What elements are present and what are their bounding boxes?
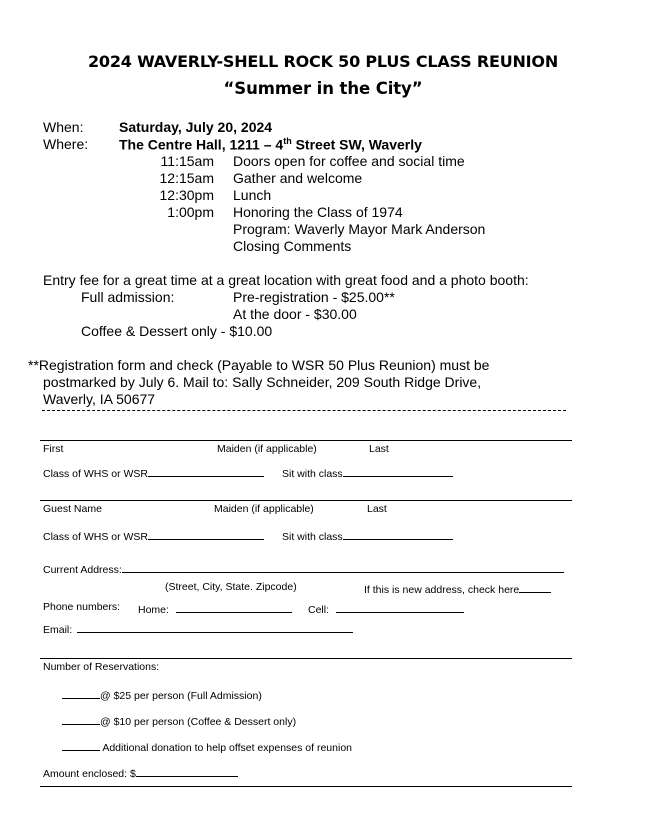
cell-phone-field: [308, 601, 464, 616]
donation-label: Additional donation to help offset expenses of reunion: [102, 742, 353, 754]
where-prefix: The Centre Hall, 1211 – 4: [119, 136, 284, 153]
guest-name-entry-line[interactable]: [40, 500, 572, 501]
sit-with-input[interactable]: [343, 465, 453, 477]
amount-enclosed-label: Amount enclosed: $: [43, 768, 136, 780]
coffee-reservation-label: @ $10 per person (Coffee & Dessert only): [100, 716, 297, 728]
where-value: [119, 136, 422, 153]
coffee-reservation: [62, 713, 296, 728]
address-input[interactable]: [122, 561, 564, 573]
cell-phone-input[interactable]: [336, 601, 464, 613]
schedule-time: 12:30pm: [159, 187, 214, 203]
fees-intro: Entry fee for a great time at a great location with great food and a photo booth:: [43, 272, 529, 288]
page-title: 2024 WAVERLY-SHELL ROCK 50 PLUS CLASS REUNION: [87, 52, 559, 71]
name-entry-line[interactable]: [40, 440, 572, 441]
class-of-field: [43, 465, 264, 480]
class-of-label: Class of WHS or WSR: [43, 468, 149, 480]
coffee-dessert-fee: Coffee & Dessert only - $10.00: [81, 323, 273, 339]
registration-note-line: postmarked by July 6. Mail to: Sally Schneider, 209 South Ridge Drive,: [43, 374, 482, 390]
schedule-time: 12:15am: [159, 170, 214, 186]
where-sup: th: [283, 136, 292, 146]
first-name-label: First: [43, 443, 64, 455]
home-phone-label: Home:: [138, 604, 169, 616]
full-admission-label: Full admission:: [81, 289, 175, 305]
guest-sit-with-input[interactable]: [343, 528, 453, 540]
where-suffix: Street SW, Waverly: [291, 136, 422, 153]
guest-sit-with-label: Sit with class: [282, 531, 343, 543]
full-admission-reservation-label: @ $25 per person (Full Admission): [100, 690, 262, 702]
guest-last-label: Last: [367, 503, 387, 515]
phone-numbers-label: Phone numbers:: [43, 601, 121, 613]
when-label: When:: [43, 119, 84, 135]
guest-class-of-label: Class of WHS or WSR: [43, 531, 149, 543]
guest-name-label: Guest Name: [43, 503, 102, 515]
address-label: Current Address:: [43, 564, 122, 576]
schedule-time: 11:15am: [160, 153, 214, 169]
address-hint: (Street, City, State. Zipcode): [165, 581, 297, 593]
amount-enclosed-input[interactable]: [136, 765, 238, 777]
coffee-count-input[interactable]: [62, 713, 100, 725]
guest-sit-with-field: [282, 528, 453, 543]
donation-field: [62, 739, 352, 754]
guest-class-of-input[interactable]: [148, 528, 264, 540]
registration-note-line: Waverly, IA 50677: [43, 391, 156, 407]
class-of-input[interactable]: [148, 465, 264, 477]
reservations-label: Number of Reservations:: [43, 661, 160, 673]
cell-phone-label: Cell:: [308, 604, 330, 616]
last-name-label: Last: [369, 443, 389, 455]
schedule-desc: Closing Comments: [233, 238, 352, 254]
donation-input[interactable]: [62, 739, 100, 751]
amount-enclosed-field: [43, 765, 238, 780]
schedule-desc: Doors open for coffee and social time: [233, 153, 465, 169]
new-address-checkbox[interactable]: [519, 581, 551, 593]
email-label: Email:: [43, 624, 73, 636]
new-address-field: [364, 581, 551, 596]
home-phone-field: [138, 601, 292, 616]
schedule-desc: Lunch: [233, 187, 272, 203]
schedule-desc: Honoring the Class of 1974: [233, 204, 403, 220]
section-divider: [40, 658, 572, 659]
where-label: Where:: [43, 136, 89, 152]
schedule-time: 1:00pm: [167, 204, 214, 220]
sit-with-label: Sit with class: [282, 468, 343, 480]
address-field: [43, 561, 564, 576]
door-fee: At the door - $30.00: [233, 306, 357, 322]
guest-maiden-label: Maiden (if applicable): [214, 503, 314, 515]
registration-note-line: **Registration form and check (Payable to WSR 50 Plus Reunion) must be: [28, 357, 490, 373]
when-value: Saturday, July 20, 2024: [119, 119, 273, 135]
email-input[interactable]: [77, 621, 353, 633]
sit-with-field: [282, 465, 453, 480]
page-subtitle: “Summer in the City”: [223, 79, 423, 98]
home-phone-input[interactable]: [176, 601, 292, 613]
email-field: [43, 621, 353, 636]
full-admission-reservation: [62, 687, 262, 702]
full-admission-count-input[interactable]: [62, 687, 100, 699]
bottom-rule: [40, 786, 572, 787]
maiden-name-label: Maiden (if applicable): [217, 443, 317, 455]
schedule-desc: Gather and welcome: [233, 170, 363, 186]
new-address-label: If this is new address, check here: [364, 584, 520, 596]
pre-registration-fee: Pre-registration - $25.00**: [233, 289, 395, 305]
guest-class-of-field: [43, 528, 264, 543]
schedule-desc: Program: Waverly Mayor Mark Anderson: [233, 221, 486, 237]
cut-line-divider: [42, 410, 566, 411]
